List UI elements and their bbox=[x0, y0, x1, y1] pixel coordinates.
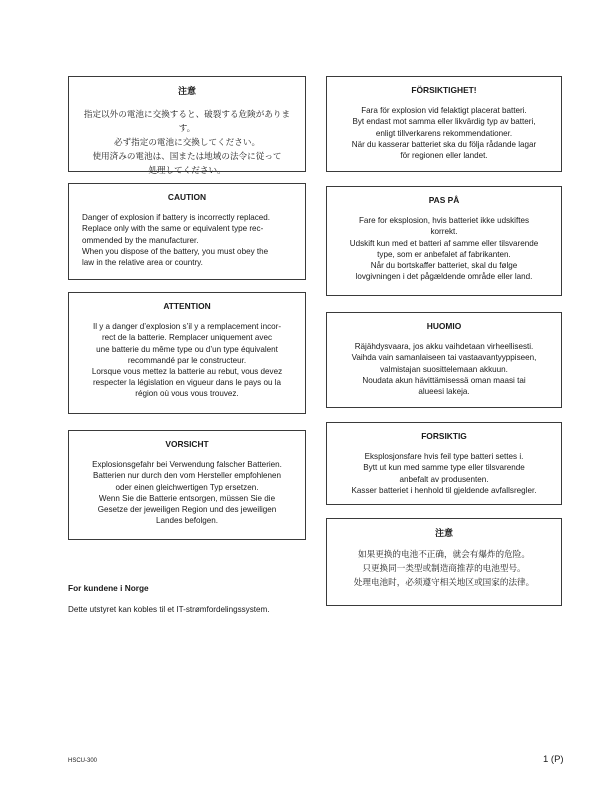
notice-line: région où vous vous trouvez. bbox=[135, 389, 239, 399]
notice-line: law in the relative area or country. bbox=[82, 258, 203, 268]
notice-title: FÖRSIKTIGHET! bbox=[411, 85, 477, 95]
notice-body bbox=[77, 321, 297, 399]
notice-line: alueesi lakeja. bbox=[418, 387, 470, 397]
notice-line: Räjähdysvaara, jos akku vaihdetaan virheellisesti. bbox=[354, 342, 534, 352]
notice-title: HUOMIO bbox=[426, 321, 462, 331]
notice-line: Landes befolgen. bbox=[155, 516, 219, 526]
notice-body bbox=[335, 451, 553, 496]
notice-line: Wenn Sie die Batterie entsorgen, müssen Sie die bbox=[98, 493, 276, 503]
notice-body bbox=[77, 212, 297, 268]
notice-line: Il y a danger d’explosion s’il y a remplacement incor- bbox=[92, 322, 282, 332]
notice-line: Byt endast mot samma eller likvärdig typ av batteri, bbox=[352, 117, 536, 127]
notice-line: Noudata akun hävittämisessä oman maasi tai bbox=[362, 375, 526, 385]
norway-text: Dette utstyret kan kobles til et IT-strømfordelingssystem. bbox=[68, 605, 270, 614]
notice-line: för regionen eller landet. bbox=[400, 151, 488, 161]
notice-line: lovgivningen i det pågældende område eller land. bbox=[355, 272, 533, 282]
notice-title: 注意 bbox=[177, 87, 196, 97]
notice-finnish bbox=[326, 312, 562, 408]
notice-line: Eksplosjonsfare hvis feil type batteri settes i. bbox=[364, 452, 524, 462]
notice-chinese bbox=[326, 518, 562, 606]
notice-swedish bbox=[326, 76, 562, 172]
notice-line: recommandé par le constructeur. bbox=[127, 355, 247, 365]
notice-japanese bbox=[68, 76, 306, 176]
notice-line: Fara för explosion vid felaktigt placerat batteri. bbox=[361, 106, 527, 116]
notice-body bbox=[335, 105, 553, 161]
notice-line: valmistajan suosittelemaan akkuun. bbox=[380, 364, 508, 374]
notice-line: Vaihda vain samanlaiseen tai vastaavantyyppiseen, bbox=[351, 353, 537, 363]
notice-danish bbox=[326, 186, 562, 296]
notice-line: respecter la législation en vigueur dans le pays ou la bbox=[92, 378, 282, 388]
notice-line: Replace only with the same or equivalent type rec- bbox=[82, 224, 264, 234]
notice-body bbox=[77, 108, 297, 178]
notice-body bbox=[77, 459, 297, 526]
notice-line: 使用済みの電池は、国または地域の法令に従って bbox=[92, 152, 282, 162]
notice-body bbox=[335, 215, 553, 282]
notice-line: korrekt. bbox=[430, 227, 458, 237]
notice-line: oder einen gleichwertigen Typ ersetzen. bbox=[115, 482, 259, 492]
notice-line: Bytt ut kun med samme type eller tilsvarende bbox=[363, 463, 525, 473]
notice-german bbox=[68, 430, 306, 540]
notice-french bbox=[68, 292, 306, 414]
notice-line: rect de la batterie. Remplacer uniquement avec bbox=[101, 333, 273, 343]
notice-line: 只更换同一类型或制造商推荐的电池型号。 bbox=[362, 564, 526, 574]
notice-line: When you dispose of the battery, you must obey the bbox=[82, 246, 269, 256]
notice-line: une batterie du même type ou d’un type équivalent bbox=[96, 344, 278, 354]
notice-line: 指定以外の電池に交換すると、破裂する危険があります。 bbox=[83, 110, 291, 134]
notice-line: ommended by the manufacturer. bbox=[82, 235, 199, 245]
doc-code: HSCU-300 bbox=[68, 758, 98, 764]
page-number: 1 (P) bbox=[543, 754, 564, 765]
notice-line: 処理してください。 bbox=[148, 166, 226, 176]
notice-title: VORSICHT bbox=[165, 439, 209, 449]
notice-title: 注意 bbox=[434, 529, 453, 539]
notice-line: Danger of explosion if battery is incorrectly replaced. bbox=[82, 213, 271, 223]
notice-line: 如果更换的电池不正确，就会有爆炸的危险。 bbox=[358, 550, 530, 560]
notice-line: Explosionsgefahr bei Verwendung falscher Batterien. bbox=[92, 460, 282, 470]
notice-line: anbefalt av produsenten. bbox=[399, 474, 489, 484]
notice-norwegian bbox=[326, 422, 562, 505]
notice-title: ATTENTION bbox=[163, 301, 211, 311]
notice-line: Batterien nur durch den vom Hersteller empfohlenen bbox=[92, 471, 282, 481]
notice-line: 必ず指定の電池に交換してください。 bbox=[113, 138, 261, 148]
notice-line: Kasser batteriet i henhold til gjeldende avfallsregler. bbox=[351, 485, 537, 495]
notice-line: Udskift kun med et batteri af samme eller tilsvarende bbox=[349, 238, 539, 248]
norway-heading: For kundene i Norge bbox=[68, 583, 149, 593]
notice-title: PAS PÅ bbox=[428, 195, 460, 205]
notice-line: 处理电池时，必须遵守相关地区或国家的法律。 bbox=[353, 578, 535, 588]
notice-line: Lorsque vous mettez la batterie au rebut, vous devez bbox=[91, 367, 283, 377]
notice-line: Fare for eksplosion, hvis batteriet ikke udskiftes bbox=[358, 216, 530, 226]
notice-english bbox=[68, 183, 306, 280]
notice-line: enligt tillverkarens rekommendationer. bbox=[375, 128, 513, 138]
notice-title: FORSIKTIG bbox=[421, 431, 467, 441]
notice-line: När du kasserar batteriet ska du följa rådande lagar bbox=[351, 139, 537, 149]
notice-line: Når du bortskaffer batteriet, skal du følge bbox=[370, 261, 518, 271]
notice-title: CAUTION bbox=[167, 192, 207, 202]
notice-body bbox=[335, 548, 553, 590]
notice-line: type, som er anbefalet af fabrikanten. bbox=[377, 249, 511, 259]
notice-body bbox=[335, 341, 553, 397]
notice-line: Gesetze der jeweiligen Region und des jeweiligen bbox=[97, 505, 277, 515]
